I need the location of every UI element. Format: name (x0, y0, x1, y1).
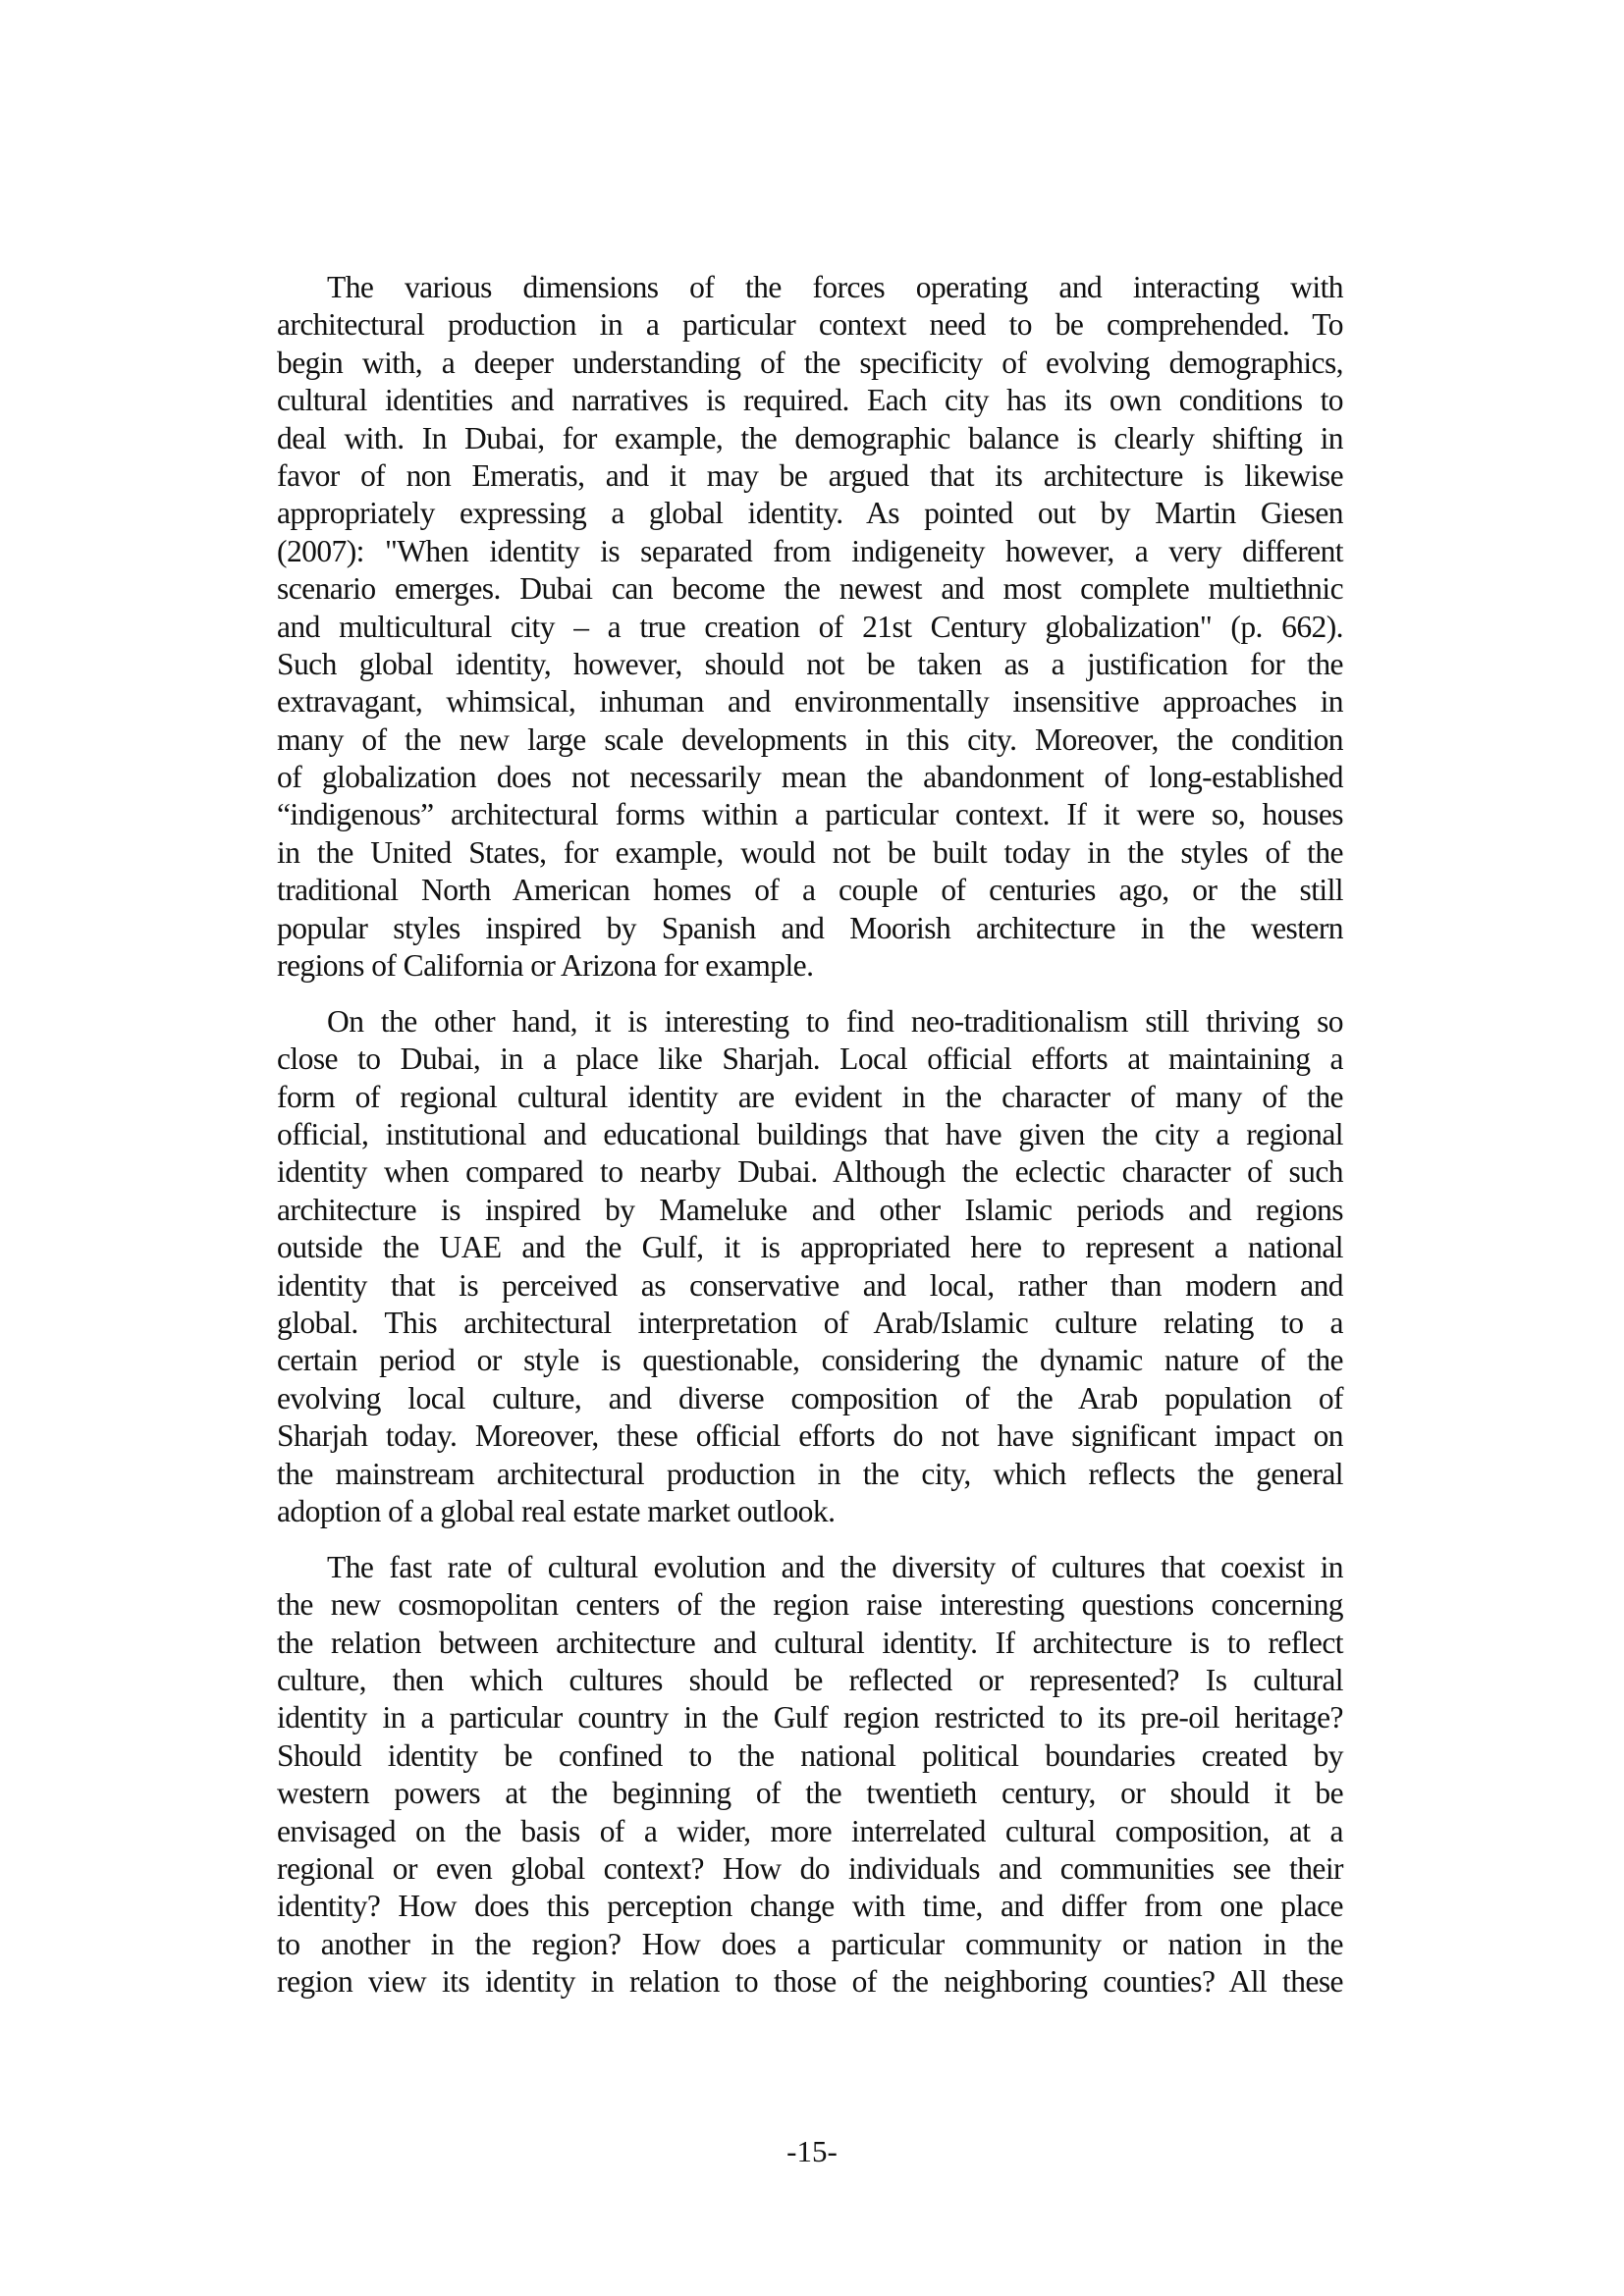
text-line: of globalization does not necessarily mean the abandonment of long-established (277, 760, 1343, 795)
text-line: On the other hand, it is interesting to find neo-traditionalism still thriving so (327, 1003, 1343, 1039)
text-line: scenario emerges. Dubai can become the newest and most complete multiethnic (277, 571, 1343, 607)
text-line: in the United States, for example, would not be built today in the styles of the (277, 834, 1343, 870)
text-line: outside the UAE and the Gulf, it is appropriated here to represent a national (277, 1230, 1343, 1265)
text-line: adoption of a global real estate market outlook. (277, 1494, 836, 1528)
text-line: region view its identity in relation to those of the neighboring counties? All these (277, 1964, 1343, 2000)
text-line: form of regional cultural identity are evident in the character of many of the (277, 1079, 1343, 1114)
paragraph-1 (277, 269, 1343, 985)
text-line: Such global identity, however, should not be taken as a justification for the (277, 646, 1343, 681)
text-line: regional or even global context? How do individuals and communities see their (277, 1851, 1343, 1887)
text-line: evolving local culture, and diverse composition of the Arab population of (277, 1380, 1343, 1415)
paragraph-3 (277, 1549, 1343, 2002)
text-line: appropriately expressing a global identity. As pointed out by Martin Giesen (277, 496, 1343, 531)
text-line: cultural identities and narratives is required. Each city has its own conditions to (277, 383, 1343, 418)
text-line: western powers at the beginning of the twentieth century, or should it be (277, 1776, 1343, 1811)
text-line: the new cosmopolitan centers of the region raise interesting questions concerning (277, 1587, 1343, 1623)
text-line: Sharjah today. Moreover, these official efforts do not have significant impact on (277, 1418, 1343, 1454)
text-line: The various dimensions of the forces operating and interacting with (327, 270, 1343, 304)
page-number: -15- (786, 2134, 838, 2168)
text-line: identity? How does this perception change with time, and differ from one place (277, 1889, 1343, 1924)
text-line: global. This architectural interpretation of Arab/Islamic culture relating to a (277, 1306, 1343, 1341)
text-line: The fast rate of cultural evolution and the diversity of cultures that coexist in (327, 1549, 1343, 1584)
text-line: (2007): "When identity is separated from indigeneity however, a very different (277, 533, 1343, 568)
text-line: traditional North American homes of a couple of centuries ago, or the still (277, 873, 1343, 908)
text-line: and multicultural city – a true creation of 21st Century globalization" (p. 662). (277, 609, 1343, 644)
text-line: popular styles inspired by Spanish and Moorish architecture in the western (277, 910, 1343, 945)
text-line: the mainstream architectural production in the city, which reflects the general (277, 1456, 1343, 1491)
text-line: culture, then which cultures should be reflected or represented? Is cultural (277, 1663, 1343, 1698)
text-line: regions of California or Arizona for example. (277, 948, 814, 984)
text-line: envisaged on the basis of a wider, more interrelated cultural composition, at a (277, 1813, 1343, 1848)
text-line: the relation between architecture and cultural identity. If architecture is to reflect (277, 1625, 1343, 1660)
text-line: close to Dubai, in a place like Sharjah. Local official efforts at maintaining a (277, 1041, 1343, 1077)
body-text (277, 269, 1343, 2002)
text-line: extravagant, whimsical, inhuman and environmentally insensitive approaches in (277, 684, 1343, 720)
text-line: identity when compared to nearby Dubai. Although the eclectic character of such (277, 1154, 1343, 1190)
text-line: favor of non Emeratis, and it may be argued that its architecture is likewise (277, 457, 1343, 493)
text-line: certain period or style is questionable, considering the dynamic nature of the (277, 1343, 1343, 1378)
text-line: many of the new large scale developments in this city. Moreover, the condition (277, 721, 1343, 757)
text-line: “indigenous” architectural forms within a particular context. If it were so, houses (277, 797, 1343, 832)
text-line: official, institutional and educational buildings that have given the city a regional (277, 1117, 1343, 1152)
paragraph-2 (277, 1003, 1343, 1530)
text-line: to another in the region? How does a particular community or nation in the (277, 1926, 1343, 1961)
text-line: deal with. In Dubai, for example, the demographic balance is clearly shifting in (277, 420, 1343, 455)
text-line: architecture is inspired by Mameluke and other Islamic periods and regions (277, 1192, 1343, 1227)
text-line: identity that is perceived as conservative and local, rather than modern and (277, 1267, 1343, 1303)
text-line: architectural production in a particular context need to be comprehended. To (277, 307, 1343, 343)
text-line: begin with, a deeper understanding of the specificity of evolving demographics, (277, 345, 1343, 380)
text-line: identity in a particular country in the Gulf region restricted to its pre-oil heritage? (277, 1700, 1343, 1735)
text-line: Should identity be confined to the national political boundaries created by (277, 1737, 1343, 1773)
